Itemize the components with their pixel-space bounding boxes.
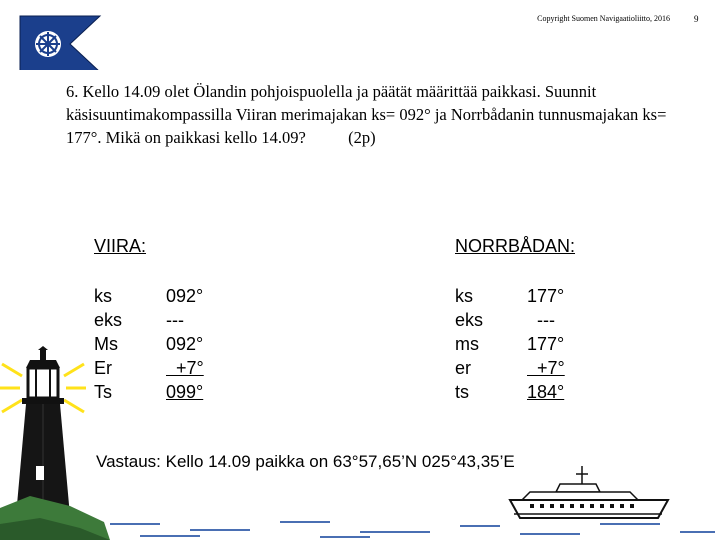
viira-label: Ts [94, 382, 112, 402]
page-number: 9 [694, 14, 699, 24]
norrbadan-label: ks [455, 286, 473, 306]
viira-label: Ms [94, 334, 118, 354]
viira-label: ks [94, 286, 112, 306]
norrbadan-values [527, 284, 565, 404]
viira-label: eks [94, 310, 123, 330]
norrbadan-label: ms [455, 334, 479, 354]
flag-logo [14, 10, 104, 70]
norrbadan-label: eks [455, 310, 484, 330]
question-text [66, 80, 676, 149]
lighthouse-illustration [0, 346, 110, 540]
viira-label: Er [94, 358, 112, 378]
norrbadan-label: ts [455, 382, 470, 402]
viira-value: 092° [166, 286, 204, 306]
norrbadan-value: 184° [527, 382, 565, 402]
norrbadan-value: 177° [527, 286, 565, 306]
norrbadan-label: er [455, 358, 472, 378]
viira-value: 092° [166, 334, 204, 354]
viira-value: +7° [166, 358, 204, 378]
viira-value: --- [166, 310, 184, 330]
viira-values [166, 284, 204, 404]
question-points: (2p) [348, 128, 376, 147]
norrbadan-value: 177° [527, 334, 565, 354]
answer-text: Vastaus: Kello 14.09 paikka on 63°57,65’N 025°43,35’E [96, 452, 515, 471]
ship-illustration [500, 462, 680, 524]
viira-heading: VIIRA: [94, 236, 147, 256]
copyright-text: Copyright Suomen Navigaatioliitto, 2016 [537, 14, 670, 23]
norrbadan-value: --- [527, 310, 555, 330]
norrbadan-heading: NORRBÅDAN: [455, 236, 576, 256]
norrbadan-value: +7° [527, 358, 565, 378]
viira-value: 099° [166, 382, 204, 402]
norrbadan-labels [455, 284, 483, 404]
question-body: 6. Kello 14.09 olet Ölandin pohjoispuolella ja päätät määrittää paikkasi. Suunnit käsisuuntimakompassilla Viiran merimajakan ks= 092° ja Norrbådanin tunnusmajakan ks= 177°. Mikä on paikkasi kello 14.09? [66, 82, 667, 147]
